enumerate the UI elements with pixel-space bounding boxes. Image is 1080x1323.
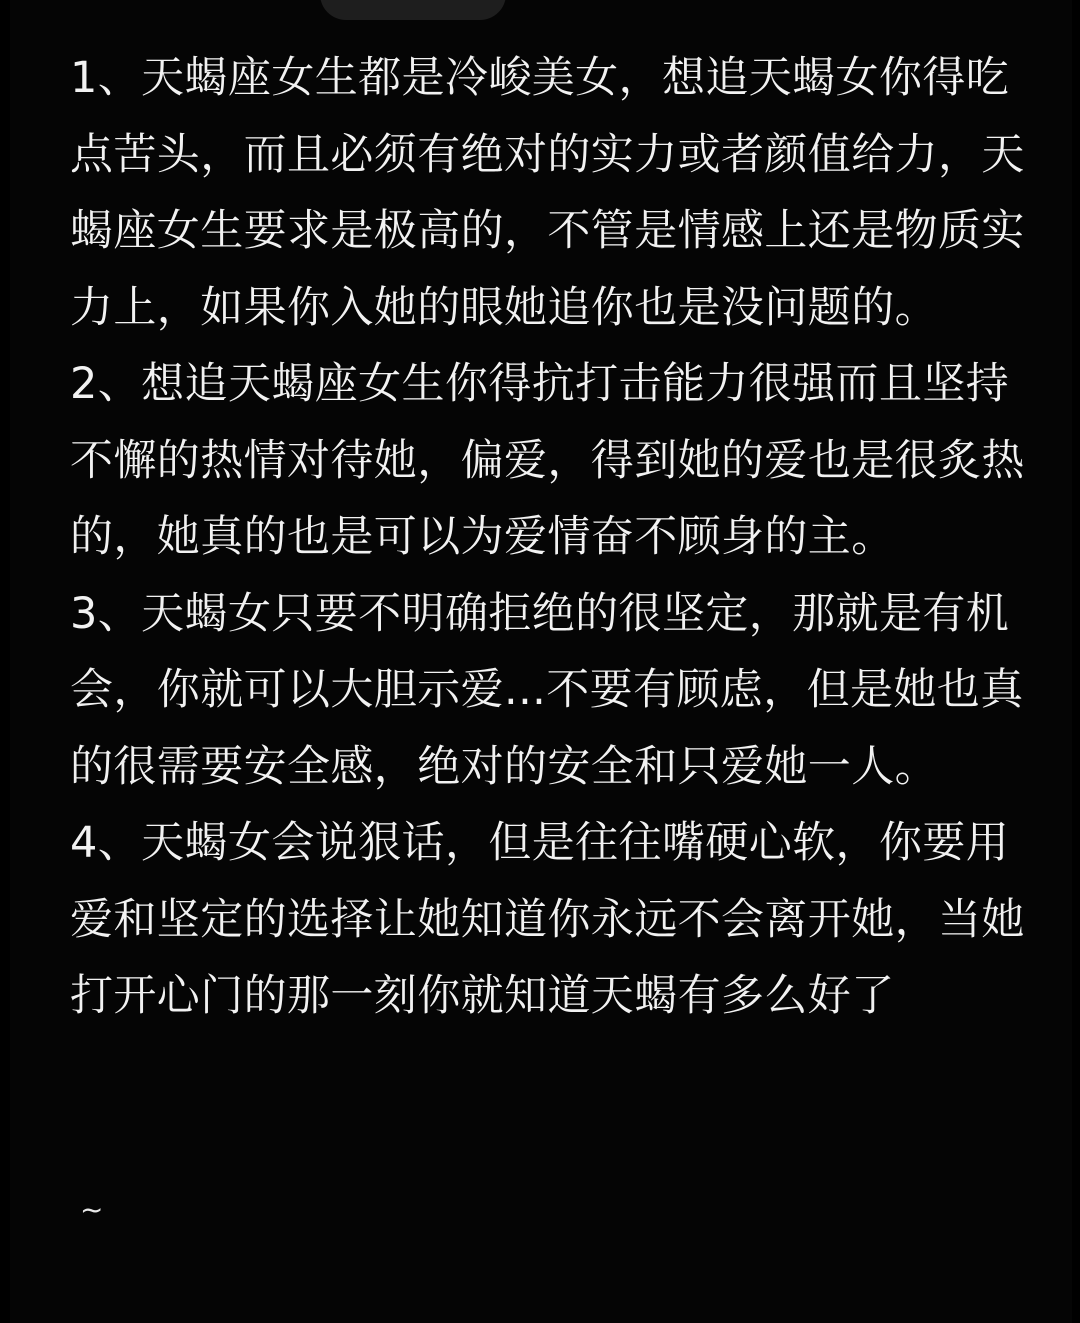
top-tag-chip[interactable] (320, 0, 506, 20)
post-body (70, 40, 1030, 1035)
paragraph-3: 3、天蝎女只要不明确拒绝的很坚定，那就是有机会，你就可以大胆示爱...不要有顾虑，但是她也真的很需要安全感，绝对的安全和只爱她一人。 (70, 588, 1024, 792)
paragraph-2: 2、想追天蝎座女生你得抗打击能力很强而且坚持不懈的热情对待她，偏爱，得到她的爱也是很炙热的，她真的也是可以为爱情奋不顾身的主。 (70, 359, 1025, 562)
paragraph-1: 1、天蝎座女生都是冷峻美女，想追天蝎女你得吃点苦头，而且必须有绝对的实力或者颜值给力，天蝎座女生要求是极高的，不管是情感上还是物质实力上，如果你入她的眼她追你也是没问题的。 (70, 53, 1025, 333)
paragraph-4: 4、天蝎女会说狠话，但是往往嘴硬心软，你要用爱和坚定的选择让她知道你永远不会离开她，当她打开心门的那一刻你就知道天蝎有多么好了 (70, 818, 1025, 1021)
tail-tilde: ~ (80, 1193, 104, 1226)
